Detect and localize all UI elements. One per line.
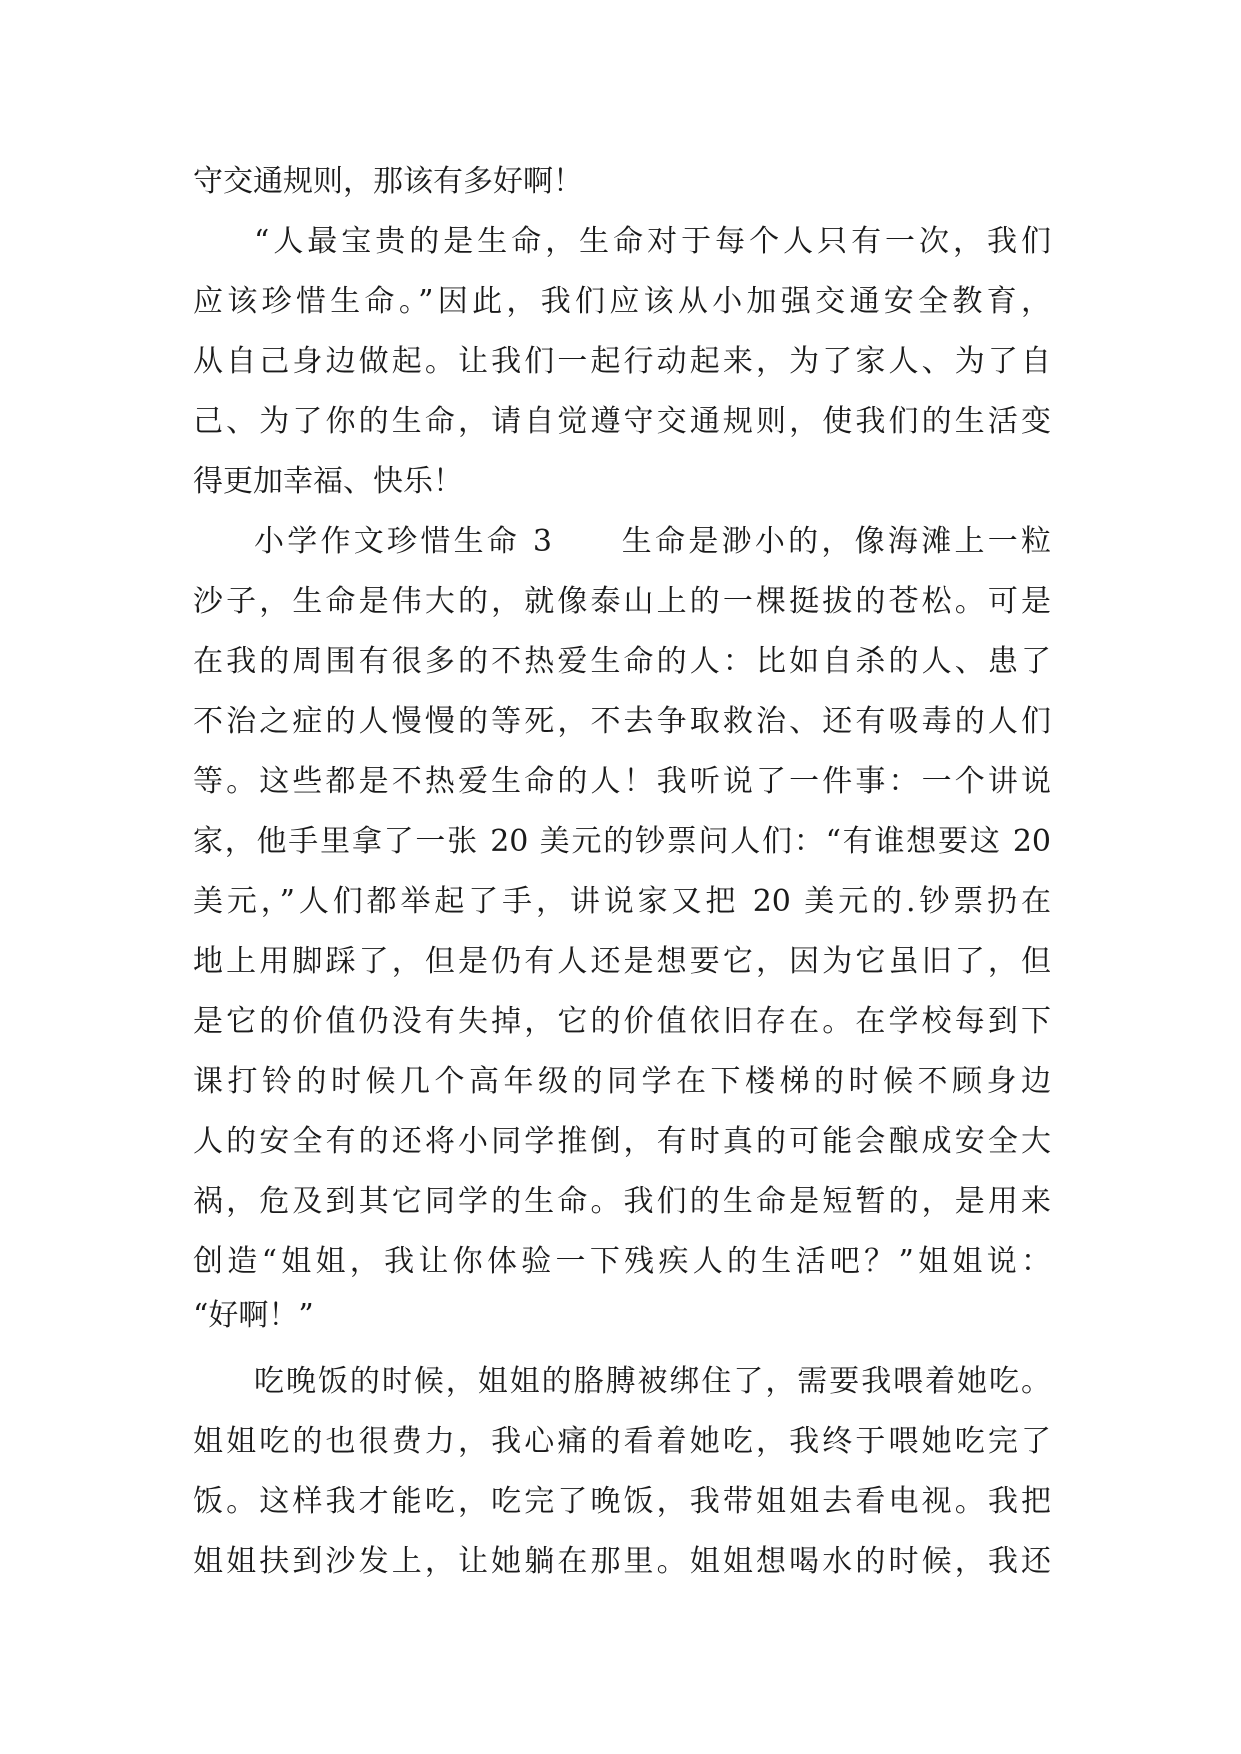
- text-line: 姐姐吃的也很费力，我心痛的看着她吃，我终于喂她吃完了: [193, 1424, 1051, 1459]
- text-line: 守交通规则，那该有多好啊！: [193, 164, 583, 199]
- text-line: 创造“姐姐，我让你体验一下残疾人的生活吧？”姐姐说：: [193, 1244, 1051, 1279]
- text-line: 祸，危及到其它同学的生命。我们的生命是短暂的，是用来: [193, 1184, 1051, 1219]
- text-line: “好啊！”: [193, 1298, 314, 1333]
- text-line: 是它的价值仍没有失掉，它的价值依旧存在。在学校每到下: [193, 1004, 1051, 1039]
- text-line: 不治之症的人慢慢的等死，不去争取救治、还有吸毒的人们: [193, 704, 1051, 739]
- text-line: 美元，”人们都举起了手，讲说家又把 20 美元的.钞票扔在: [193, 884, 1051, 919]
- text-line: 家，他手里拿了一张 20 美元的钞票问人们：“有谁想要这 20: [193, 824, 1051, 859]
- text-line: “人最宝贵的是生命，生命对于每个人只有一次，我们: [254, 224, 1051, 259]
- text-line: 饭。这样我才能吃，吃完了晚饭，我带姐姐去看电视。我把: [193, 1484, 1051, 1519]
- text-line: 姐姐扶到沙发上，让她躺在那里。姐姐想喝水的时候，我还: [193, 1544, 1051, 1579]
- text-line: 地上用脚踩了，但是仍有人还是想要它，因为它虽旧了，但: [193, 944, 1051, 979]
- text-line: 课打铃的时候几个高年级的同学在下楼梯的时候不顾身边: [193, 1064, 1051, 1099]
- text-line: 人的安全有的还将小同学推倒，有时真的可能会酿成安全大: [193, 1124, 1051, 1159]
- text-line: 己、为了你的生命，请自觉遵守交通规则，使我们的生活变: [193, 404, 1051, 439]
- text-line: 在我的周围有很多的不热爱生命的人：比如自杀的人、患了: [193, 644, 1051, 679]
- text-line: 应该珍惜生命。”因此，我们应该从小加强交通安全教育，: [193, 284, 1051, 319]
- text-line: 小学作文珍惜生命 3 生命是渺小的，像海滩上一粒: [254, 524, 1051, 559]
- text-line: 得更加幸福、快乐！: [193, 464, 463, 499]
- text-line: 吃晚饭的时候，姐姐的胳膊被绑住了，需要我喂着她吃。: [254, 1364, 1051, 1399]
- text-line: 沙子，生命是伟大的，就像泰山上的一棵挺拔的苍松。可是: [193, 584, 1051, 619]
- text-line: 从自己身边做起。让我们一起行动起来，为了家人、为了自: [193, 344, 1051, 379]
- text-line: 等。这些都是不热爱生命的人！我听说了一件事：一个讲说: [193, 764, 1051, 799]
